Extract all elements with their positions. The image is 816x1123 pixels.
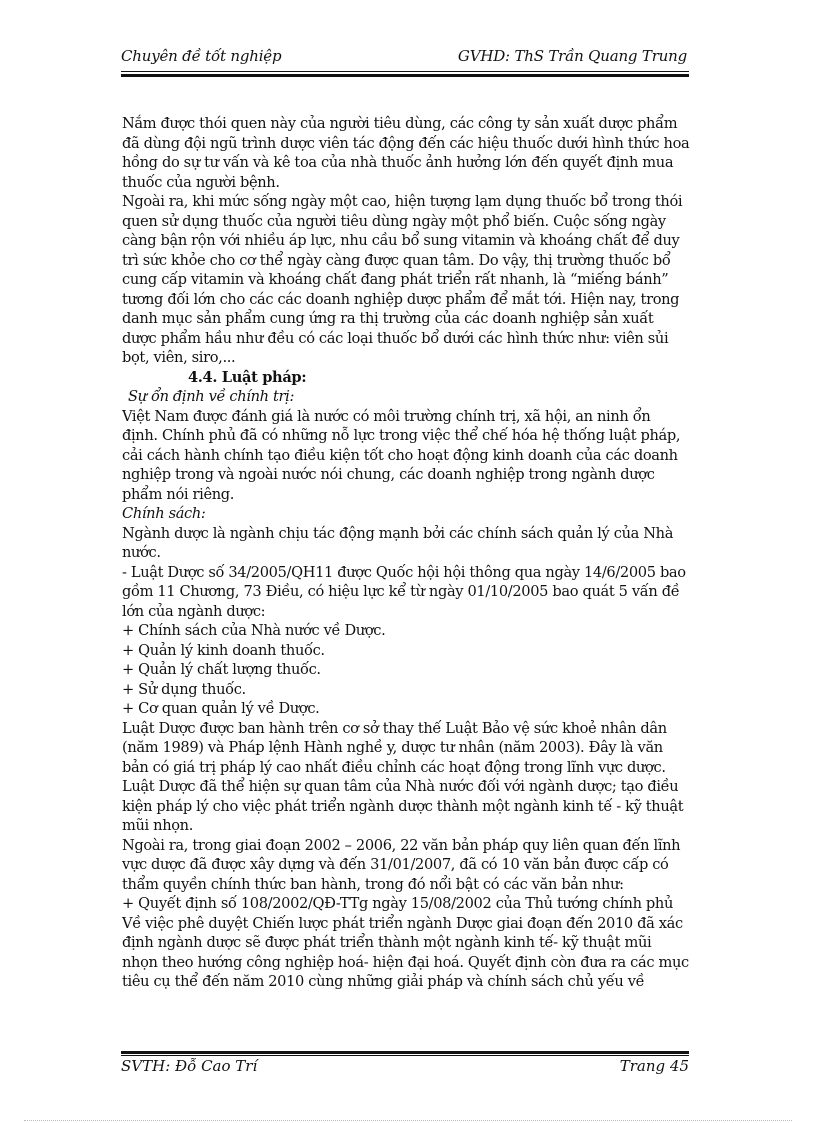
header-rule-thick	[121, 74, 689, 77]
page-header	[121, 47, 687, 71]
footer-rule-thin	[121, 1055, 689, 1056]
paragraph-policy-intro: Ngành dược là ngành chịu tác động mạnh bởi các chính sách quản lý của Nhà nước.	[122, 524, 674, 561]
subheading-policy: Chính sách:	[122, 505, 206, 522]
header-advisor: GVHD: ThS Trần Quang Trung	[457, 47, 687, 65]
list-item: + Chính sách của Nhà nước về Dược.	[122, 622, 386, 639]
header-rule-thin	[121, 71, 689, 72]
paragraph-consumer-habit: Nắm được thói quen này của người tiêu dùng, các công ty sản xuất dược phẩm đã dùng đội ngũ trình dược viên tác động đến các hiệu thuốc dưới hình thức hoa hồng do sự tư vấn và kê toa của nhà thuốc ảnh hưởng lớn đến quyết định mua thuốc của người bệnh.	[122, 115, 690, 191]
list-item: + Quản lý chất lượng thuốc.	[122, 661, 321, 678]
paragraph-pharma-law: - Luật Dược số 34/2005/QH11 được Quốc hội hội thông qua ngày 14/6/2005 bao gồm 11 Chương, 73 Điều, có hiệu lực kể từ ngày 01/10/2005 bao quát 5 vấn đề lớn của ngành dược:	[122, 563, 686, 620]
list-item: + Sử dụng thuốc.	[122, 680, 246, 698]
footer-student-name: SVTH: Đỗ Cao Trí	[121, 1057, 258, 1075]
list-item: + Cơ quan quản lý về Dược.	[122, 700, 320, 717]
paragraph-political-stability: Việt Nam được đánh giá là nước có môi trường chính trị, xã hội, an ninh ổn định. Chính phủ đã có những nỗ lực trong việc thể chế hóa hệ thống luật pháp, cải cách hành chính tạo điều kiện tốt cho hoạt động kinh doanh của các doanh nghiệp trong và ngoài nước nói chung, các doanh nghiệp trong ngành dược phẩm nói riêng.	[122, 407, 681, 503]
paragraph-supplements: Ngoài ra, khi mức sống ngày một cao, hiện tượng lạm dụng thuốc bổ trong thói quen sử dụng thuốc của người tiêu dùng ngày một phổ biến. Cuộc sống ngày càng bận rộn với nhiều áp lực, nhu cầu bổ sung vitamin và khoáng chất để duy trì sức khỏe cho cơ thể ngày càng được quan tâm. Do vậy, thị trường thuốc bổ cung cấp vitamin và khoáng chất đang phát triển rất nhanh, là “miếng bánh” tương đối lớn cho các các doanh nghiệp dược phẩm để mắt tới. Hiện nay, trong danh mục sản phẩm cung ứng ra thị trường của các doanh nghiệp sản xuất dược phẩm hầu như đều có các loại thuốc bổ dưới các hình thức như: viên sủi bọt, viên, siro,...	[122, 193, 683, 366]
page-number: Trang 45	[619, 1057, 689, 1075]
page-edge-dotted-line	[24, 1120, 792, 1121]
page-body	[122, 114, 690, 992]
subheading-political-stability: Sự ổn định về chính trị:	[128, 388, 295, 405]
paragraph-legal-documents: Ngoài ra, trong giai đoạn 2002 – 2006, 22 văn bản pháp quy liên quan đến lĩnh vực dược đã được xây dựng và đến 31/01/2007, đã có 10 văn bản được cấp có thẩm quyền chính thức ban hành, trong đó nổi bật có các văn bản như:	[122, 836, 681, 893]
section-heading-law: 4.4. Luật pháp:	[188, 368, 307, 386]
paragraph-decision-108: + Quyết định số 108/2002/QĐ-TTg ngày 15/08/2002 của Thủ tướng chính phủ Về việc phê duyệt Chiến lược phát triển ngành Dược giai đoạn đến 2010 đã xác định ngành dược sẽ được phát triển thành một ngành kinh tế- kỹ thuật mũi nhọn theo hướng công nghiệp hoá- hiện đại hoá. Quyết định còn đưa ra các mục tiêu cụ thể đến năm 2010 cùng những giải pháp và chính sách chủ yếu về	[122, 895, 689, 990]
list-item: + Quản lý kinh doanh thuốc.	[122, 641, 325, 659]
footer-rule-thick	[121, 1051, 689, 1054]
header-course-title: Chuyên đề tốt nghiệp	[121, 47, 282, 65]
page-footer	[121, 1057, 689, 1081]
paragraph-law-replacement: Luật Dược được ban hành trên cơ sở thay thế Luật Bảo vệ sức khoẻ nhân dân (năm 1989) và Pháp lệnh Hành nghề y, dược tư nhân (năm 2003). Đây là văn bản có giá trị pháp lý cao nhất điều chỉnh các hoạt động trong lĩnh vực dược. Luật Dược đã thể hiện sự quan tâm của Nhà nước đối với ngành dược; tạo điều kiện pháp lý cho việc phát triển ngành dược thành một ngành kinh tế - kỹ thuật mũi nhọn.	[122, 719, 684, 834]
